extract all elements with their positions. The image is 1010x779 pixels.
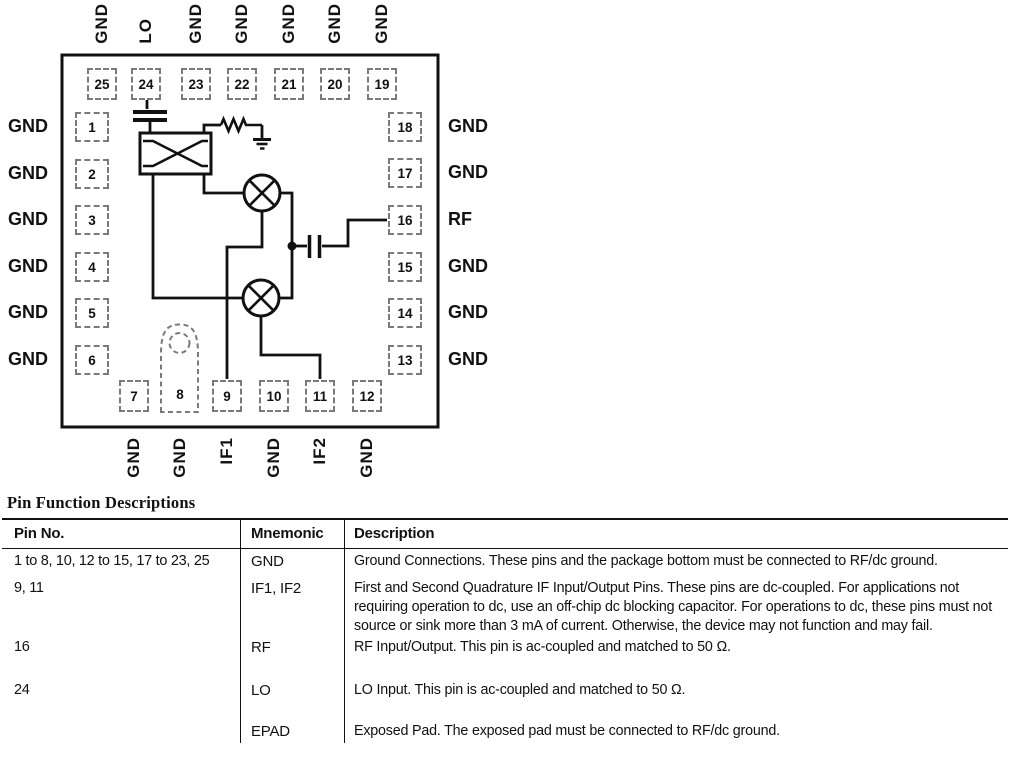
package-outline [62,55,438,427]
pin-box-3: 3 [75,205,109,235]
internal-schematic [0,0,520,497]
pin-label-17: GND [448,162,488,182]
cell-mnemonic: GND [240,549,344,577]
pin-function-table [2,518,1008,743]
pin-box-18: 18 [388,112,422,142]
cell-mnemonic: RF [240,636,344,681]
ground-symbol-icon [253,140,271,149]
cell-description: LO Input. This pin is ac-coupled and matched to 50 Ω. [344,681,1008,722]
cell-mnemonic: EPAD [240,722,344,743]
pin-box-20: 20 [320,68,350,100]
pin-label-21: GND [279,3,298,44]
column-header-description: Description [344,520,1008,548]
section-title: Pin Function Descriptions [7,493,196,512]
pin-label-24: LO [136,18,155,44]
pin-label-18: GND [448,116,488,136]
table-row-gnd [2,549,1008,577]
cell-pin-no: 9, 11 [14,580,44,596]
pin-label-20: GND [325,3,344,44]
pin-box-17: 17 [388,158,422,188]
pin-label-3: GND [8,209,48,229]
cell-description: Ground Connections. These pins and the package bottom must be connected to RF/dc ground. [344,549,1008,577]
pin-label-23: GND [186,3,205,44]
cell-description: First and Second Quadrature IF Input/Output Pins. These pins are dc-coupled. For applications not requiring operation to dc, use an off-chip dc blocking capacitor. For operations to dc, these pins must not source or sink more than 3 mA of current. Otherwise, the device may not function and may fail. [344,577,1008,636]
pin-label-19: GND [372,3,391,44]
pin-box-11: 11 [305,380,335,412]
pin-label-16: RF [448,209,472,229]
cell-pin-no: 24 [14,682,30,698]
pin-label-9: IF1 [217,437,236,465]
termination-resistor-symbol [204,119,262,138]
pin-label-15: GND [448,256,488,276]
table-row-lo [2,681,1008,722]
cell-mnemonic: IF1, IF2 [240,577,344,636]
pin-label-10: GND [264,437,283,478]
pin-box-13: 13 [388,345,422,375]
pin-label-1: GND [8,116,48,136]
rf-blocking-capacitor-symbol [292,220,387,258]
pin-box-22: 22 [227,68,257,100]
pin-box-4: 4 [75,252,109,282]
wire-mixer-q-to-if2 [261,316,320,379]
pin-label-14: GND [448,302,488,322]
pin-box-5: 5 [75,298,109,328]
pin-box-23: 23 [181,68,211,100]
pin-box-7: 7 [119,380,149,412]
pin-label-7: GND [124,437,143,478]
lo-blocking-capacitor-symbol [133,100,167,133]
quadrature-hybrid-symbol [140,133,211,174]
cell-description: RF Input/Output. This pin is ac-coupled and matched to 50 Ω. [344,636,1008,681]
pin-box-2: 2 [75,159,109,189]
pin-label-11: IF2 [310,437,329,465]
pin-label-22: GND [232,3,251,44]
pin-box-16: 16 [388,205,422,235]
cell-mnemonic: LO [240,681,344,722]
table-row-rf [2,636,1008,681]
pin-box-6: 6 [75,345,109,375]
mixer-q-symbol [243,280,279,316]
cell-pin-no: 1 to 8, 10, 12 to 15, 17 to 23, 25 [14,553,210,569]
pin-label-12: GND [357,437,376,478]
mixer-i-symbol [244,175,280,211]
pin-box-12: 12 [352,380,382,412]
column-header-mnemonic: Mnemonic [240,520,344,548]
pin-box-14: 14 [388,298,422,328]
table-row-if [2,577,1008,636]
pin-box-10: 10 [259,380,289,412]
pin-box-25: 25 [87,68,117,100]
pin-number-8: 8 [176,387,184,402]
cell-description: Exposed Pad. The exposed pad must be connected to RF/dc ground. [344,722,1008,743]
pin-label-4: GND [8,256,48,276]
pin-label-25: GND [92,3,111,44]
wire-hybrid-to-mixer-i [204,174,244,193]
pin-box-9: 9 [212,380,242,412]
pin-label-5: GND [8,302,48,322]
pin-box-19: 19 [367,68,397,100]
pin-label-2: GND [8,163,48,183]
table-row-epad [2,722,1008,743]
pin-configuration-diagram [0,0,520,497]
pin-label-6: GND [8,349,48,369]
pin-box-15: 15 [388,252,422,282]
pin-box-24: 24 [131,68,161,100]
column-header-pin-no: Pin No. [14,525,65,542]
pin-label-13: GND [448,349,488,369]
cell-pin-no [2,722,240,743]
cell-pin-no: 16 [14,639,30,655]
pin-box-1: 1 [75,112,109,142]
table-header-row [2,520,1008,549]
pin-box-21: 21 [274,68,304,100]
pin-label-8: GND [170,437,189,478]
